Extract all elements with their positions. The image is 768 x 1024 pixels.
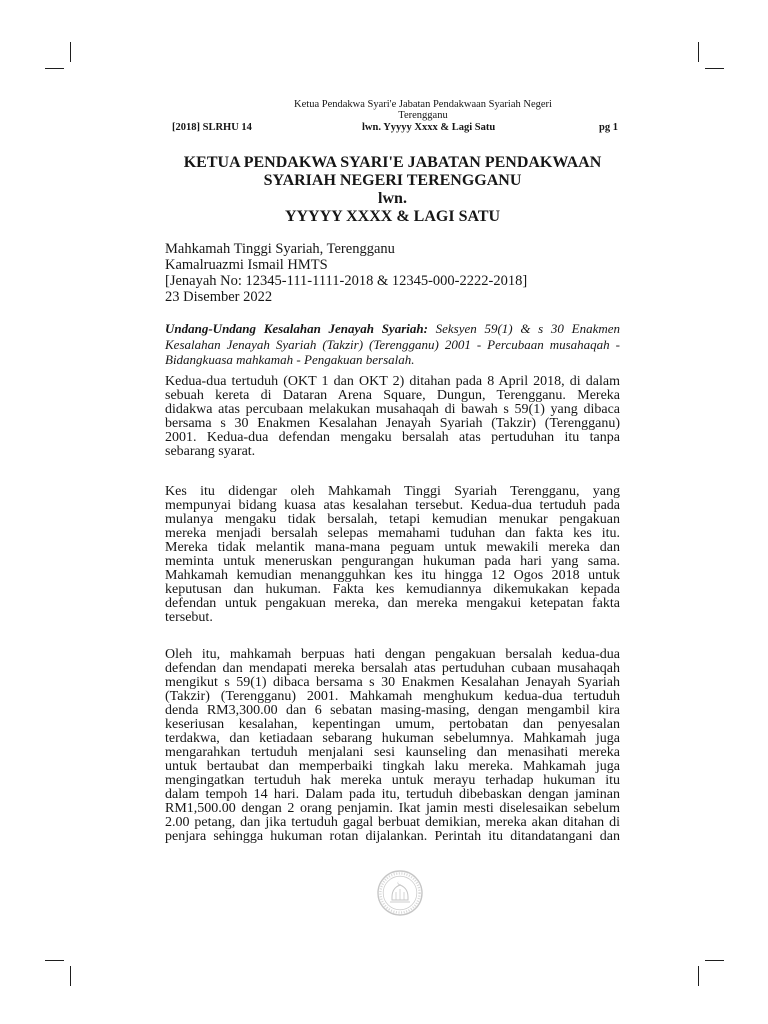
- body-text-line: untuk bertaubat dan memperbaiki tingkah laku mereka. Mahkamah juga: [165, 759, 620, 774]
- body-text-line: mereka menjadi bersalah selepas memahami tuduhan dan fakta kes itu.: [165, 526, 620, 541]
- body-text-line: bersama s 30 Enakmen Kesalahan Jenayah Syariah (Takzir) (Terengganu): [165, 416, 620, 431]
- crop-mark-top-right-horizontal: [705, 68, 724, 69]
- body-text-line: mengikut s 59(1) dibaca bersama s 30 Enakmen Kesalahan Jenayah Syariah: [165, 675, 620, 690]
- body-text-line: penjara sehingga hukuman rotan dijalankan. Perintah itu ditandatangani dan: [165, 829, 620, 844]
- body-text-line: 2001. Kedua-dua defendan mengaku bersalah atas pertuduhan itu tanpa: [165, 430, 620, 445]
- case-title-line: KETUA PENDAKWA SYARI'E JABATAN PENDAKWAAN: [183, 154, 602, 171]
- body-paragraph: [165, 375, 620, 459]
- body-text-line: Mereka tidak melantik mana-mana peguam untuk mewakili mereka dan: [165, 540, 620, 555]
- judge-name: Kamalruazmi Ismail HMTS: [165, 257, 328, 273]
- running-header-title-line: Terengganu: [398, 109, 448, 121]
- crop-mark-bottom-left-vertical: [70, 966, 71, 986]
- body-text-line: mengarahkan tertuduh menjalani sesi kaunseling dan menasihati mereka: [165, 745, 620, 760]
- report-citation: [2018] SLRHU 14: [172, 122, 252, 133]
- body-paragraph: [165, 485, 620, 625]
- catchwords-line: Kesalahan Jenayah Syariah (Takzir) (Terengganu) 2001 - Percubaan musahaqah -: [165, 336, 620, 352]
- body-text-line: Kedua-dua tertuduh (OKT 1 dan OKT 2) ditahan pada 8 April 2018, di dalam: [165, 374, 620, 389]
- body-text-line: sebuah kereta di Dataran Arena Square, Dungun, Terengganu. Mereka: [165, 388, 620, 403]
- case-title-line: YYYYY XXXX & LAGI SATU: [284, 208, 501, 225]
- body-text-line: mempunyai bidang kuasa atas kesalahan tersebut. Kedua-dua tertuduh pada: [165, 498, 620, 513]
- body-text-line: 2.00 petang, dan jika tertuduh gagal berbuat demikian, mereka akan ditahan di: [165, 815, 620, 830]
- catchwords-line: Bidangkuasa mahkamah - Pengakuan bersalah.: [165, 352, 415, 367]
- crop-mark-top-left-horizontal: [45, 68, 64, 69]
- running-header-row: [0, 122, 768, 134]
- body-text-line: terdakwa, dan ketiadaan sebarang hukuman sebelumnya. Mahkamah juga: [165, 731, 620, 746]
- catchwords-line: [165, 321, 620, 337]
- body-text-line: meminta untuk meneruskan pengurangan hukuman pada hari yang sama.: [165, 554, 620, 569]
- catchwords: [165, 321, 620, 368]
- running-header-title: [263, 100, 583, 121]
- crop-mark-bottom-right-horizontal: [705, 960, 724, 961]
- seal-icon: [375, 868, 425, 918]
- catchwords-text: Seksyen 59(1) & s 30 Enakmen: [435, 321, 620, 336]
- crop-mark-bottom-left-horizontal: [45, 960, 64, 961]
- body-text-line: Oleh itu, mahkamah berpuas hati dengan pengakuan bersalah kedua-dua: [165, 647, 620, 662]
- body-text-line: mulanya mengaku tidak bersalah, tetapi kemudian menukar pengakuan: [165, 512, 620, 527]
- body-paragraph: [165, 648, 620, 844]
- body-text-line: sebarang syarat.: [165, 444, 256, 459]
- court-name: Mahkamah Tinggi Syariah, Terengganu: [165, 241, 395, 257]
- case-title: [165, 154, 620, 226]
- body-text-line: didakwa atas percubaan melakukan musahaqah di bawah s 59(1) yang dibaca: [165, 402, 620, 417]
- page-number: pg 1: [599, 122, 618, 133]
- body-text-line: keseriusan kesalahan, kepentingan umum, pertobatan dan penyesalan: [165, 717, 620, 732]
- body-text-line: RM1,500.00 dengan 2 orang penjamin. Ikat jamin mesti diselesaikan sebelum: [165, 801, 620, 816]
- body-text-line: keputusan dan hukuman. Fakta kes kemudiannya dikemukakan kepada: [165, 582, 620, 597]
- body-text-line: denda RM3,300.00 dan 6 sebatan masing-masing, dengan mengambil kira: [165, 703, 620, 718]
- case-title-line: SYARIAH NEGERI TERENGGANU: [263, 172, 522, 189]
- body-text-line: defendan untuk pengakuan mereka, dan mereka mengakui ketepatan fakta: [165, 596, 620, 611]
- body-text-line: (Takzir) (Terengganu) 2001. Mahkamah menghukum kedua-dua tertuduh: [165, 689, 620, 704]
- catchwords-subject: Undang-Undang Kesalahan Jenayah Syariah:: [165, 321, 428, 336]
- body-text-line: Mahkamah kemudian menangguhkan kes itu hingga 12 Ogos 2018 untuk: [165, 568, 620, 583]
- crop-mark-top-right-vertical: [698, 42, 699, 62]
- case-title-versus: lwn.: [378, 190, 407, 207]
- crop-mark-bottom-right-vertical: [698, 966, 699, 986]
- crop-mark-top-left-vertical: [70, 42, 71, 62]
- judgment-date: 23 Disember 2022: [165, 289, 273, 305]
- catchwords-continuation: [165, 337, 620, 368]
- body-text-line: defendan dan mendapati mereka bersalah atas pertuduhan cubaan musahaqah: [165, 661, 620, 676]
- seal-logo: [375, 868, 425, 918]
- body-text-line: tersebut.: [165, 610, 213, 625]
- body-text-line: dalam tempoh 14 hari. Dalam pada itu, tertuduh dibebaskan dengan jaminan: [165, 787, 620, 802]
- case-details: [165, 241, 620, 305]
- body-text-line: Kes itu didengar oleh Mahkamah Tinggi Syariah Terengganu, yang: [165, 484, 620, 499]
- running-header-title-line: Ketua Pendakwa Syari'e Jabatan Pendakwaan Syariah Negeri: [294, 99, 552, 110]
- short-case-title: lwn. Yyyyy Xxxx & Lagi Satu: [362, 122, 496, 133]
- case-number: [Jenayah No: 12345-111-1111-2018 & 12345-000-2222-2018]: [165, 273, 528, 289]
- body-text-line: mengingatkan tertuduh hak mereka untuk merayu terhadap hukuman itu: [165, 773, 620, 788]
